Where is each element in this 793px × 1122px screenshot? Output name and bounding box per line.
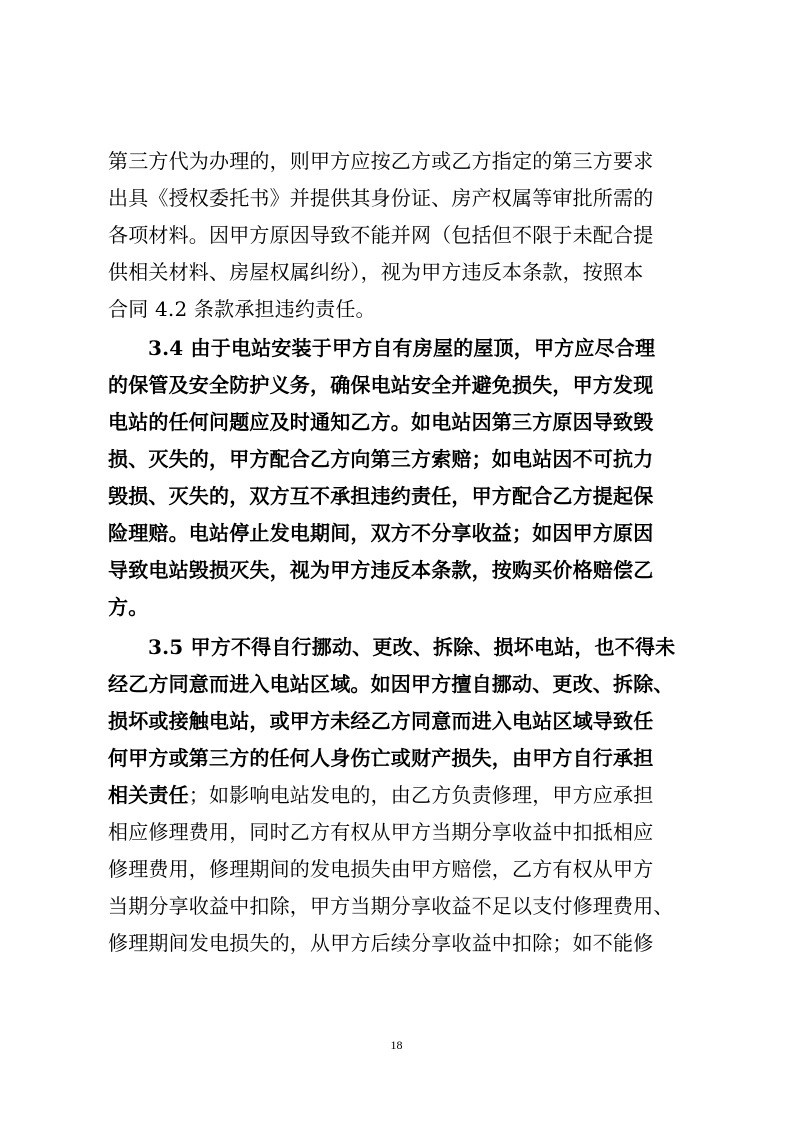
mixed-text-line (108, 780, 653, 810)
text-line: 损坏或接触电站，或甲方未经乙方同意而进入电站区域导致任 (108, 709, 654, 733)
text-line: 第三方代为办理的，则甲方应按乙方或乙方指定的第三方要求 (108, 149, 654, 173)
clause-3-4-first-line: 3.4 由于电站安装于甲方自有房屋的屋顶，甲方应尽合理 (148, 336, 656, 360)
regular-segment: ；如影响电站发电的，由乙方负责修理，甲方应承担 (188, 783, 654, 807)
text-line: 各项材料。因甲方原因导致不能并网（包括但不限于未配合提 (108, 223, 654, 247)
bold-segment: 相关责任 (108, 783, 189, 807)
text-line: 经乙方同意而进入电站区域。如因甲方擅自挪动、更改、拆除、 (108, 672, 674, 696)
text-line: 当期分享收益中扣除，甲方当期分享收益不足以支付修理费用、 (108, 894, 674, 918)
text-line: 损、灭失的，甲方配合乙方向第三方索赔；如电站因不可抗力 (108, 447, 654, 471)
text-line: 供相关材料、房屋权属纠纷），视为甲方违反本条款，按照本 (108, 260, 644, 284)
text-line: 出具《授权委托书》并提供其身份证、房产权属等审批所需的 (108, 186, 654, 210)
text-line: 电站的任何问题应及时通知乙方。如电站因第三方原因导致毁 (108, 410, 654, 434)
text-line: 方。 (108, 595, 149, 619)
text-line: 修理费用，修理期间的发电损失由甲方赔偿，乙方有权从甲方 (108, 857, 654, 881)
text-line: 合同 4.2 条款承担违约责任。 (108, 297, 376, 321)
page-number: 18 (390, 1038, 403, 1052)
text-line: 何甲方或第三方的任何人身伤亡或财产损失，由甲方自行承担 (108, 746, 654, 770)
text-line: 相应修理费用，同时乙方有权从甲方当期分享收益中扣抵相应 (108, 820, 654, 844)
text-line: 导致电站毁损灭失，视为甲方违反本条款，按购买价格赔偿乙 (108, 558, 654, 582)
text-line: 修理期间发电损失的，从甲方后续分享收益中扣除；如不能修 (108, 931, 654, 955)
text-line: 的保管及安全防护义务，确保电站安全并避免损失，甲方发现 (108, 373, 654, 397)
text-line: 毁损、灭失的，双方互不承担违约责任，甲方配合乙方提起保 (108, 484, 654, 508)
clause-3-5-first-line: 3.5 甲方不得自行挪动、更改、拆除、损坏电站，也不得未 (148, 635, 676, 659)
text-line: 险理赔。电站停止发电期间，双方不分享收益；如因甲方原因 (108, 521, 654, 545)
